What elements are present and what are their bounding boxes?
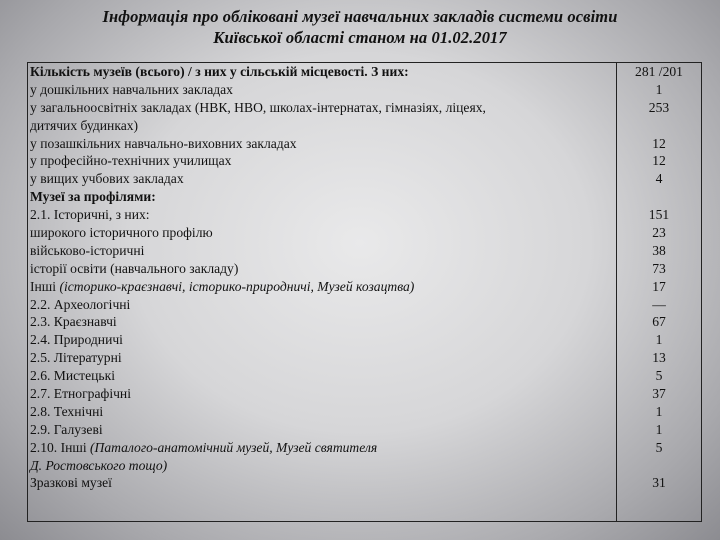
row-value: 151 [648, 207, 670, 223]
page-title [0, 6, 720, 48]
row-value [619, 117, 699, 135]
row-label-text: 2.10. Інші [30, 439, 91, 455]
row-label [30, 81, 614, 99]
row-label [30, 170, 614, 188]
row-value: 67 [652, 314, 666, 330]
row-value: 13 [652, 350, 666, 366]
row-label-text: 2.8. Технічні [30, 403, 104, 419]
row-label [30, 99, 614, 117]
row-label [30, 421, 614, 439]
row-label [30, 242, 614, 260]
row-value: 12 [652, 153, 666, 169]
row-label-text: військово-історичні [30, 242, 145, 258]
row-value: — [652, 296, 666, 312]
row-label-text: у вищих учбових закладах [30, 171, 184, 187]
row-value: 1 [655, 421, 663, 437]
title-line-2: Київської області станом на 01.02.2017 [213, 28, 507, 47]
row-value: 73 [652, 260, 666, 276]
row-label [30, 457, 614, 475]
row-label-text: Інші [30, 278, 60, 294]
row-label [30, 385, 614, 403]
row-value: 12 [652, 135, 666, 151]
row-label [30, 206, 614, 224]
row-label-text: у професійно-технічних училищах [30, 153, 232, 169]
row-value [619, 188, 699, 206]
value-column [617, 63, 702, 522]
row-value: 4 [655, 171, 663, 187]
row-label [30, 135, 614, 153]
row-label [30, 313, 614, 331]
row-label [30, 224, 614, 242]
row-label-text: 2.7. Етнографічні [30, 386, 131, 402]
row-label [30, 367, 614, 385]
row-label [30, 349, 614, 367]
row-label-text: дитячих будинках) [30, 117, 139, 133]
row-value: 1 [655, 332, 663, 348]
row-label-text: 2.1. Історичні, з них: [30, 207, 150, 223]
row-value: 23 [652, 225, 666, 241]
row-label-text: у дошкільних навчальних закладах [30, 81, 233, 97]
title-line-1: Інформація про обліковані музеї навчальних закладів системи освіти [102, 7, 618, 26]
row-value: 5 [655, 439, 663, 455]
row-label [30, 117, 614, 135]
row-label [30, 278, 614, 296]
row-label-text: широкого історичного профілю [30, 225, 213, 241]
row-label [30, 439, 614, 457]
row-label-text: у позашкільних навчально-виховних закладах [30, 135, 297, 151]
row-label-text: історії освіти (навчального закладу) [30, 260, 239, 276]
row-value: 5 [655, 368, 663, 384]
row-value: 1 [655, 403, 663, 419]
row-value: 37 [652, 386, 666, 402]
row-label [30, 331, 614, 349]
row-value: 38 [652, 242, 666, 258]
row-label-text: 2.5. Літературні [30, 350, 122, 366]
row-label [30, 188, 614, 206]
row-label-text: Зразкові музеї [30, 475, 112, 491]
row-label-note: (Паталого-анатомічний музей, Музей святителя [90, 439, 378, 455]
row-label [30, 260, 614, 278]
row-label-text: 2.9. Галузеві [30, 421, 103, 437]
label-column [28, 63, 617, 522]
row-value: 281 /201 [635, 64, 683, 79]
row-value: 31 [652, 475, 666, 491]
row-label [30, 474, 614, 492]
row-label-text: 2.6. Мистецькі [30, 368, 116, 384]
row-label [30, 152, 614, 170]
row-label-text: 2.2. Археологічні [30, 296, 131, 312]
row-label [30, 296, 614, 314]
row-label-text: 2.3. Краєзнавчі [30, 314, 117, 330]
row-label-text: Музеї за профілями: [30, 189, 156, 205]
row-label [30, 63, 614, 81]
row-value [619, 457, 699, 475]
row-value: 253 [648, 99, 670, 115]
row-value: 17 [652, 278, 666, 294]
row-label [30, 403, 614, 421]
row-label-note: (історико-краєзнавчі, історико-природничі, Музей козацтва) [59, 278, 415, 294]
row-label-text: Кількість музеїв (всього) / з них у сільській місцевості. З них: [30, 64, 409, 79]
row-label-text: у загальноосвітніх закладах (НВК, НВО, школах-інтернатах, гімназіях, ліцеях, [30, 99, 486, 115]
row-label-note: Д. Ростовського тощо) [30, 457, 168, 473]
row-value: 1 [655, 81, 663, 97]
museums-table [27, 62, 702, 522]
table-row [28, 63, 702, 522]
row-label-text: 2.4. Природничі [30, 332, 123, 348]
